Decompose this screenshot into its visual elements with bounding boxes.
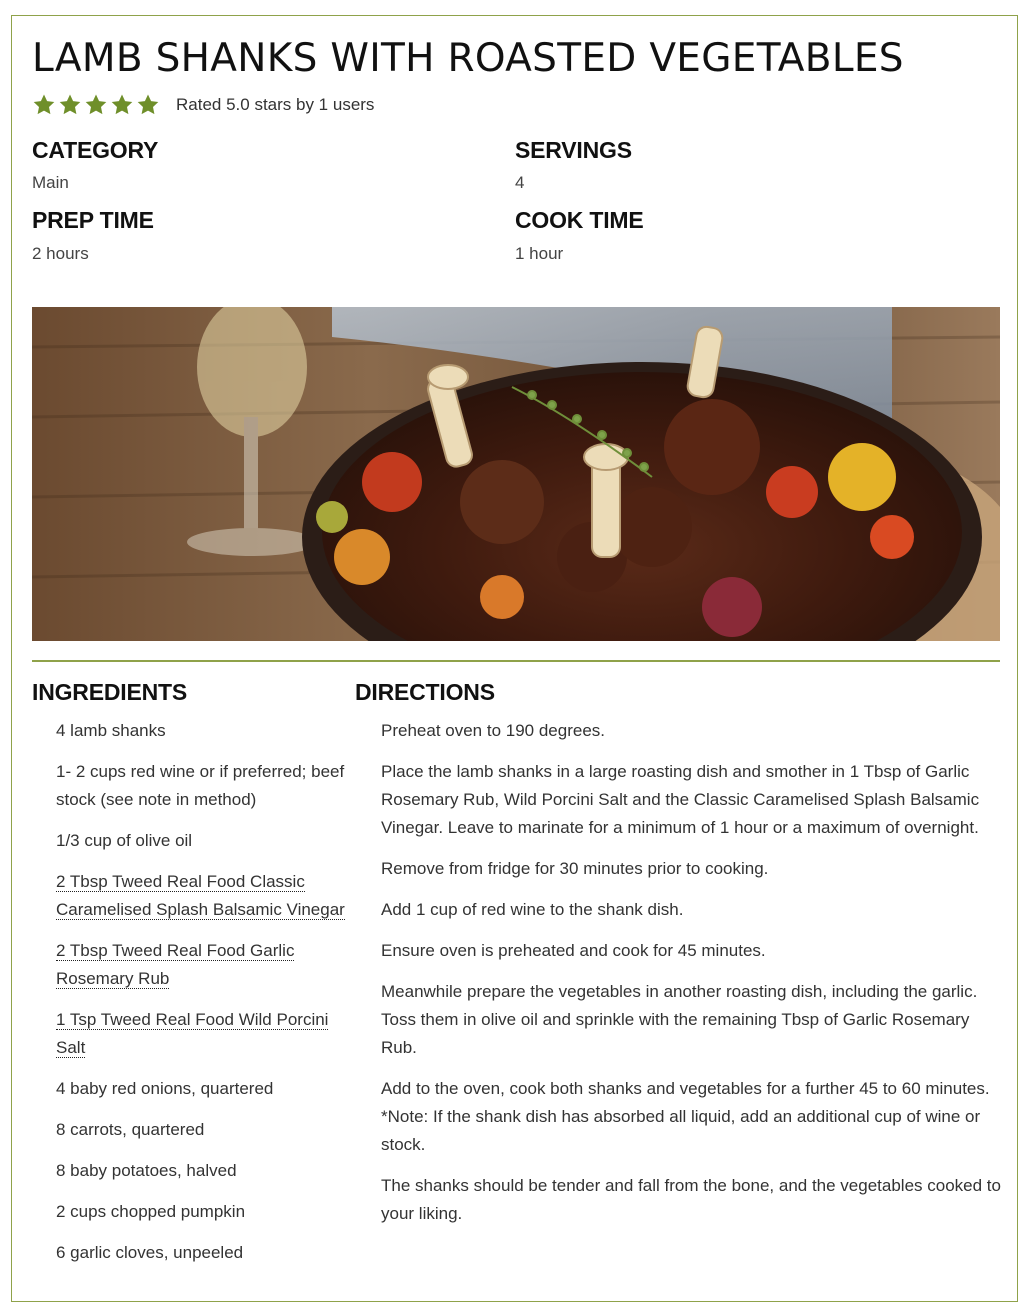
section-divider bbox=[32, 660, 1000, 662]
ingredient-item: 2 cups chopped pumpkin bbox=[56, 1202, 246, 1221]
cook-time-value: 1 hour bbox=[515, 244, 564, 263]
direction-step: Remove from fridge for 30 minutes prior to cooking. bbox=[381, 859, 769, 878]
rating bbox=[32, 92, 374, 118]
prep-time-label: PREP TIME bbox=[32, 207, 154, 233]
direction-step: Ensure oven is preheated and cook for 45 minutes. bbox=[381, 941, 766, 960]
directions-list bbox=[381, 717, 1006, 1241]
ingredient-item bbox=[56, 937, 356, 993]
product-link[interactable]: 2 Tbsp Tweed Real Food Garlic Rosemary Rub bbox=[56, 941, 295, 988]
direction-step: The shanks should be tender and fall from the bone, and the vegetables cooked to your liking. bbox=[381, 1176, 1001, 1223]
direction-step: Place the lamb shanks in a large roasting dish and smother in 1 Tbsp of Garlic Rosemary Rub, Wild Porcini Salt and the Classic Caramelised Splash Balsamic Vinegar. Leave to marinate for a minimum of 1 hour or a maximum of overnight. bbox=[381, 762, 980, 837]
servings-value: 4 bbox=[515, 173, 525, 192]
ingredients-list bbox=[56, 717, 356, 1280]
product-link[interactable]: 1 Tsp Tweed Real Food Wild Porcini Salt bbox=[56, 1010, 329, 1057]
category-label: CATEGORY bbox=[32, 137, 159, 163]
star-icon[interactable] bbox=[32, 93, 56, 117]
star-icon[interactable] bbox=[110, 93, 134, 117]
star-rating[interactable] bbox=[32, 93, 160, 117]
recipe-title: LAMB SHANKS WITH ROASTED VEGETABLES bbox=[32, 36, 904, 81]
ingredient-item: 1/3 cup of olive oil bbox=[56, 831, 193, 850]
star-icon[interactable] bbox=[84, 93, 108, 117]
directions-heading: DIRECTIONS bbox=[355, 679, 495, 705]
ingredient-item bbox=[56, 1006, 356, 1062]
ingredient-item bbox=[56, 868, 356, 924]
ingredient-item: 6 garlic cloves, unpeeled bbox=[56, 1243, 244, 1262]
cook-time-label: COOK TIME bbox=[515, 207, 644, 233]
recipe-photo bbox=[32, 307, 1000, 641]
ingredient-item: 8 carrots, quartered bbox=[56, 1120, 205, 1139]
category-value: Main bbox=[32, 173, 69, 192]
ingredient-item: 4 baby red onions, quartered bbox=[56, 1079, 274, 1098]
prep-time-value: 2 hours bbox=[32, 244, 89, 263]
direction-step: Preheat oven to 190 degrees. bbox=[381, 721, 605, 740]
direction-step: Add 1 cup of red wine to the shank dish. bbox=[381, 900, 684, 919]
recipe-card bbox=[11, 15, 1018, 1302]
ingredients-heading: INGREDIENTS bbox=[32, 679, 187, 705]
ingredient-item: 8 baby potatoes, halved bbox=[56, 1161, 237, 1180]
direction-step: Add to the oven, cook both shanks and vegetables for a further 45 to 60 minutes. *Note: If the shank dish has absorbed all liquid, add an additional cup of wine or stock. bbox=[381, 1079, 990, 1154]
product-link[interactable]: 2 Tbsp Tweed Real Food Classic Caramelised Splash Balsamic Vinegar bbox=[56, 872, 345, 919]
direction-step: Meanwhile prepare the vegetables in another roasting dish, including the garlic. Toss them in olive oil and sprinkle with the remaining Tbsp of Garlic Rosemary Rub. bbox=[381, 982, 978, 1057]
rating-text: Rated 5.0 stars by 1 users bbox=[176, 95, 375, 114]
ingredient-item: 4 lamb shanks bbox=[56, 721, 166, 740]
star-icon[interactable] bbox=[136, 93, 160, 117]
servings-label: SERVINGS bbox=[515, 137, 632, 163]
ingredient-item: 1- 2 cups red wine or if preferred; beef stock (see note in method) bbox=[56, 762, 345, 809]
star-icon[interactable] bbox=[58, 93, 82, 117]
